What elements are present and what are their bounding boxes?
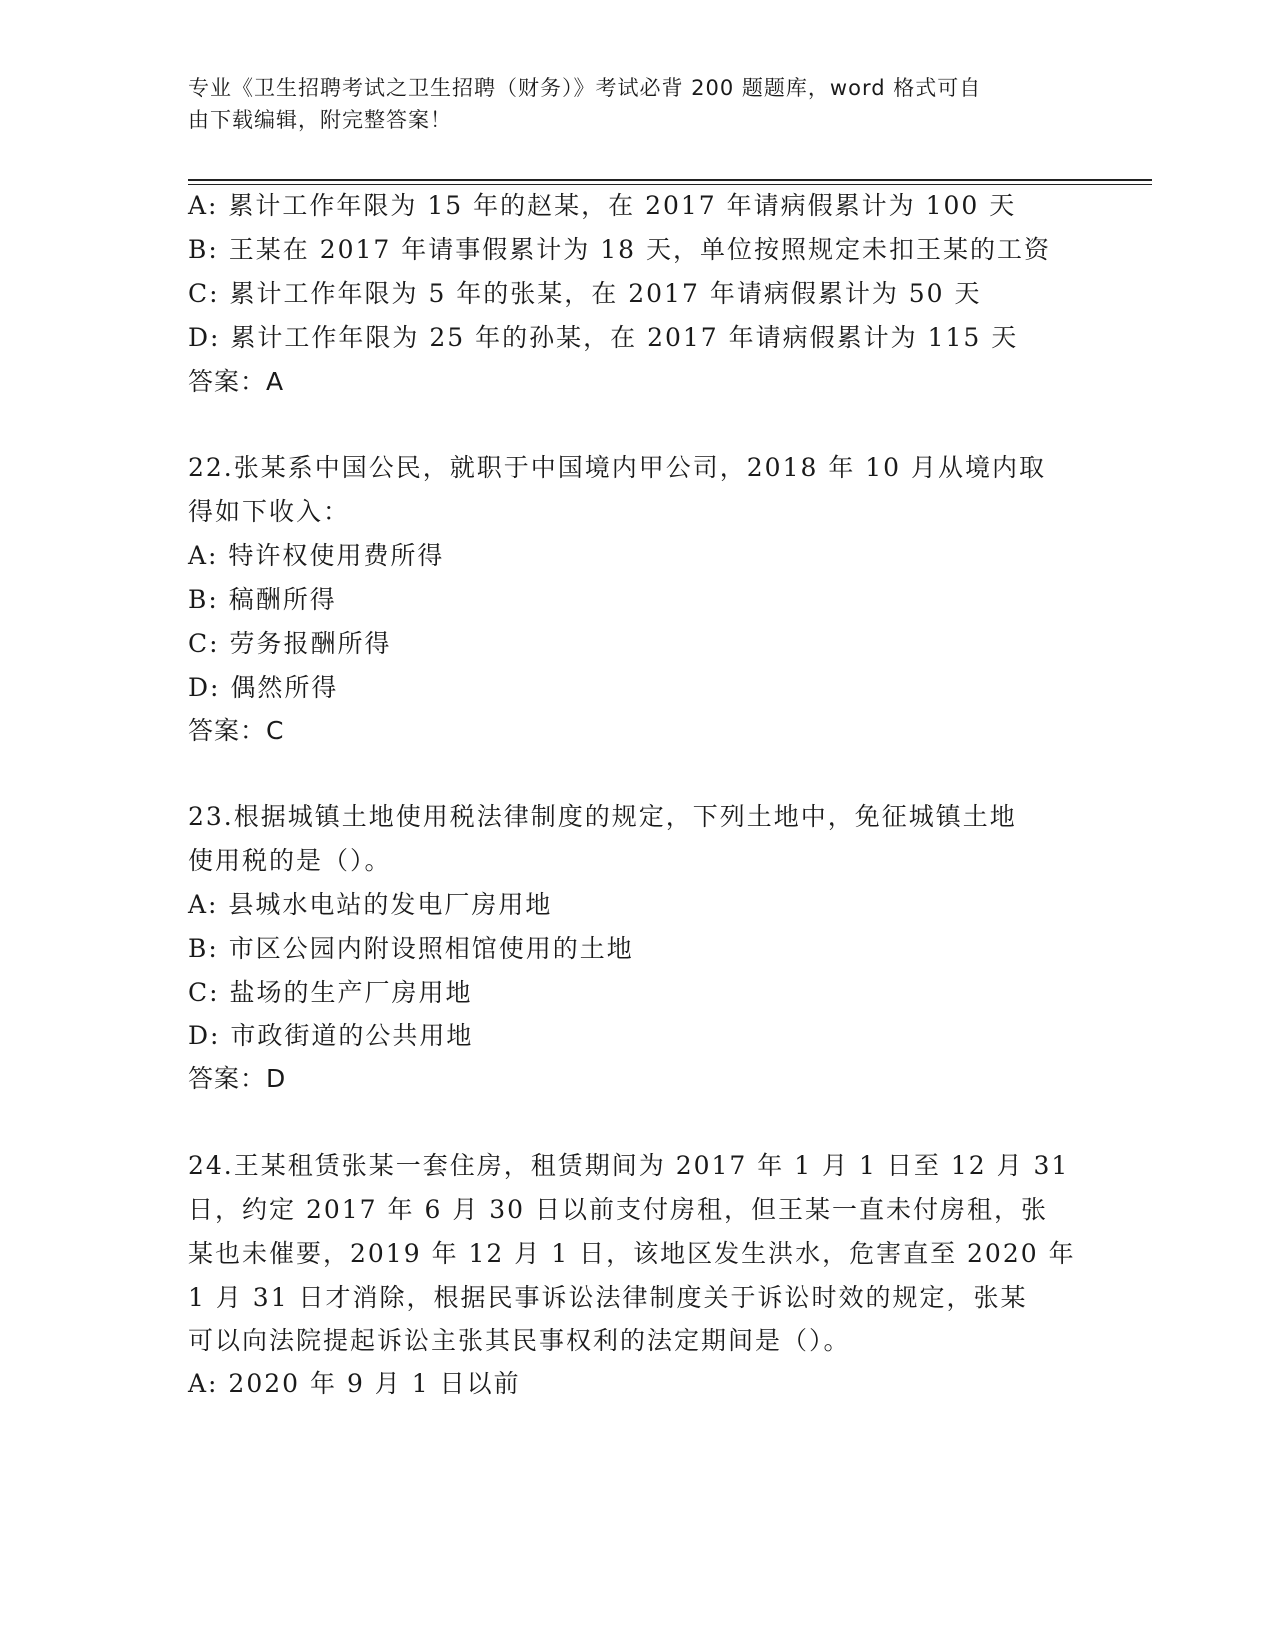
q22-option-b: B: 稿酬所得 <box>188 585 337 614</box>
q23-option-d: D: 市政街道的公共用地 <box>188 1021 474 1050</box>
document-header <box>188 72 1068 136</box>
q21-option-a: A: 累计工作年限为 15 年的赵某，在 2017 年请病假累计为 100 天 <box>188 191 1017 220</box>
header-title-line-2: 由下载编辑，附完整答案！ <box>188 108 452 132</box>
q21-option-b: B: 王某在 2017 年请事假累计为 18 天，单位按照规定未扣王某的工资 <box>188 235 1051 264</box>
header-divider-thin <box>188 184 1152 185</box>
q23-stem-line-1: 23.根据城镇土地使用税法律制度的规定，下列土地中，免征城镇土地 <box>188 802 1017 831</box>
q23-stem-line-2: 使用税的是（）。 <box>188 846 392 875</box>
q23-answer: 答案：D <box>188 1064 287 1093</box>
q22-option-a: A: 特许权使用费所得 <box>188 541 445 570</box>
q23-option-b: B: 市区公园内附设照相馆使用的土地 <box>188 934 634 963</box>
q24-stem-line-4: 1 月 31 日才消除，根据民事诉讼法律制度关于诉讼时效的规定，张某 <box>188 1283 1028 1312</box>
q22-option-d: D: 偶然所得 <box>188 673 339 702</box>
header-divider-thick <box>188 179 1152 181</box>
q23-option-a: A: 县城水电站的发电厂房用地 <box>188 890 553 919</box>
q22-option-c: C: 劳务报酬所得 <box>188 629 392 658</box>
q21-option-c: C: 累计工作年限为 5 年的张某，在 2017 年请病假累计为 50 天 <box>188 279 982 308</box>
q21-option-d: D: 累计工作年限为 25 年的孙某，在 2017 年请病假累计为 115 天 <box>188 323 1019 352</box>
q24-stem-line-1: 24.王某租赁张某一套住房，租赁期间为 2017 年 1 月 1 日至 12 月 31 <box>188 1151 1070 1180</box>
header-title-line-1: 专业《卫生招聘考试之卫生招聘（财务）》考试必背 200 题题库，word 格式可自 <box>188 76 982 100</box>
q24-stem-line-3: 某也未催要，2019 年 12 月 1 日，该地区发生洪水，危害直至 2020 年 <box>188 1239 1076 1268</box>
q24-stem-line-5: 可以向法院提起诉讼主张其民事权利的法定期间是（）。 <box>188 1326 851 1355</box>
q24-stem-line-2: 日，约定 2017 年 6 月 30 日以前支付房租，但王某一直未付房租，张 <box>188 1195 1049 1224</box>
q22-stem-line-1: 22.张某系中国公民，就职于中国境内甲公司，2018 年 10 月从境内取 <box>188 453 1047 482</box>
q24-option-a: A: 2020 年 9 月 1 日以前 <box>188 1369 521 1398</box>
q22-stem-line-2: 得如下收入： <box>188 497 351 526</box>
q23-option-c: C: 盐场的生产厂房用地 <box>188 978 473 1007</box>
q22-answer: 答案：C <box>188 716 285 745</box>
q21-answer: 答案：A <box>188 367 285 396</box>
